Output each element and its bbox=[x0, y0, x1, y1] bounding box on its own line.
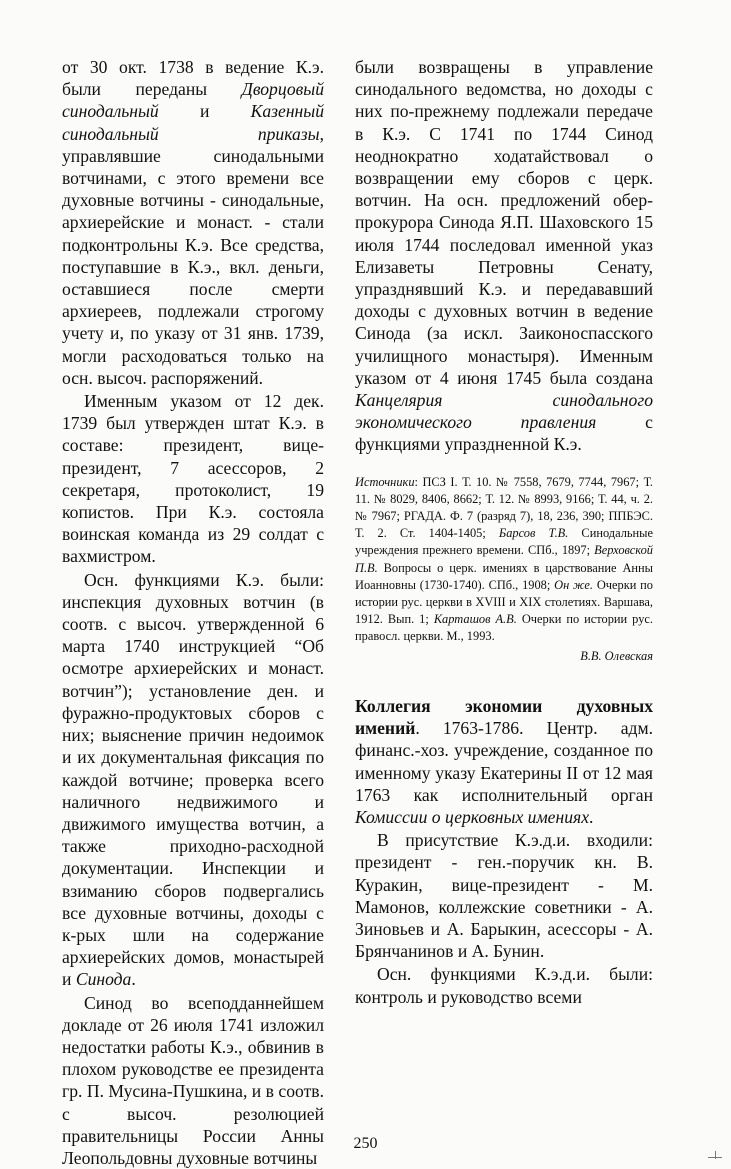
text-run: с функциями упраздненной К.э. bbox=[355, 412, 653, 455]
sources-label: Источники bbox=[355, 474, 415, 489]
left-column bbox=[62, 56, 324, 1169]
source-author: Барсов Т.В. bbox=[498, 526, 569, 541]
text-run: Осн. функциями К.э. были: инспекция духовных вотчин (в соотв. с высоч. утвержденной 6 марта 1740 инструкцией “Об осмотре архиерейских и монаст. вотчин”); установление ден. и фуражно-продуктовых сборов с них; выяснение причин недоимок и их документальная фиксация по каждой вотчине; проверка всего наличного недвижимого и движимого имущества вотчин, а также приходно-расходной документации. Инспекции и взиманию сборов подвергались все духовные вотчины, доходы с к-рых шли на содержание архиерейских домов, монастырей и bbox=[62, 569, 324, 990]
scan-edge-mark bbox=[715, 1151, 716, 1159]
text-run: . 1763-1786. Центр. адм. финанс.-хоз. учреждение, созданное по именному указу Екатерины II от 12 мая 1763 как исполнительный орган bbox=[355, 718, 653, 805]
italic-term: Комиссии о церковных имениях bbox=[355, 806, 590, 827]
sources-text bbox=[355, 474, 653, 646]
left-paragraph-3 bbox=[62, 569, 324, 991]
page-number: 250 bbox=[353, 1135, 378, 1152]
text-run: Очерки по истории рус. правосл. церкви. М., 1993. bbox=[355, 612, 653, 644]
source-author: Карташов А.В. bbox=[433, 612, 517, 627]
author-name: В.В. Олевская bbox=[580, 648, 653, 663]
sources-block bbox=[355, 474, 653, 665]
text-run: от 30 окт. 1738 в ведение К.э. были переданы bbox=[62, 57, 324, 100]
text-run: . bbox=[131, 969, 136, 990]
text-run: были возвращены в управление синодального ведомства, но доходы с них по-прежнему подлежали передаче в К.э. С 1741 по 1744 Синод неоднократно ходатайствовал о возвращении ему сборов с церк. вотчин. На осн. предложений обер-прокурора Синода Я.П. Шаховского 15 июля 1744 последовал именной указ Елизаветы Петровны Сенату, упразднявший К.э. и передававший доходы с духовных вотчин в ведение Синода (за искл. Заиконоспасского училищного монастыря). Именным указом от 4 июня 1745 была создана bbox=[355, 57, 653, 388]
article-author bbox=[355, 648, 653, 665]
italic-term: Канцелярия синодального экономического правления bbox=[355, 390, 653, 433]
left-paragraph-2: Именным указом от 12 дек. 1739 был утвержден штат К.э. в составе: президент, вице-президент, 7 асессоров, 2 секретаря, протоколист, 19 копистов. При К.э. состояла воинская команда из 29 солдат с вахмистром. bbox=[62, 391, 324, 567]
text-run: . bbox=[589, 806, 594, 827]
entry-heading-paragraph bbox=[355, 695, 653, 828]
source-author: Он же. bbox=[554, 577, 594, 592]
italic-term: Казенный синодальный приказы bbox=[62, 101, 324, 144]
source-author: Верховской П.В. bbox=[355, 543, 653, 575]
left-paragraph-4: Синод во всеподданнейшем докладе от 26 июля 1741 изложил недостатки работы К.э., обвинив в плохом руководстве ее президента гр. П. Мусина-Пушкина, и в соотв. с высоч. резолюцией правительницы России Анны Леопольдовны духовные вотчины bbox=[62, 992, 324, 1168]
text-run: : ПСЗ I. Т. 10. № 7558, 7679, 7744, 7967; Т. 11. № 8029, 8406, 8662; Т. 12. № 8993, 9166; Т. 44, ч. 2. № 7967; РГАДА. Ф. 7 (разряд 7), 18, 236, 390; ППБЭС. Т. 2. Ст. 1404-1405; bbox=[355, 474, 653, 541]
text-run: и bbox=[158, 101, 251, 122]
italic-term: Синода bbox=[75, 969, 132, 990]
right-paragraph-3: Осн. функциями К.э.д.и. были: контроль и руководство всеми bbox=[355, 964, 653, 1007]
right-column bbox=[355, 56, 653, 1008]
right-paragraph-1 bbox=[355, 56, 653, 456]
entry-title: Коллегия экономии духовных имений bbox=[355, 695, 653, 739]
text-run: , управлявшие синодальными вотчинами, с этого времени все духовные вотчины - синодальные, архиерейские и монаст. - стали подконтрольны К.э. Все средства, поступавшие в К.э., вкл. деньги, оставшиеся после смерти архиереев, подлежали строгому учету и, по указу от 31 янв. 1739, могли расходоваться только на осн. высоч. распоряжений. bbox=[62, 123, 324, 388]
text-run: Вопросы о церк. имениях в царствование Анны Иоанновны (1730-1740). СПб., 1908; bbox=[355, 560, 653, 592]
right-paragraph-2: В присутствие К.э.д.и. входили: президент - ген.-поручик кн. В. Куракин, вице-президент - М. Мамонов, коллежские советники - А. Зиновьев и А. Барыкин, асессоры - А. Брянчанинов и А. Бунин. bbox=[355, 830, 653, 962]
text-run: Синодальные учреждения прежнего времени. СПб., 1897; bbox=[355, 526, 654, 558]
italic-term: Дворцовый синодальный bbox=[62, 79, 324, 122]
left-paragraph-1 bbox=[62, 56, 324, 389]
text-run: Очерки по истории рус. церкви в XVIII и XIX столетиях. Варшава, 1912. Вып. 1; bbox=[355, 577, 653, 627]
